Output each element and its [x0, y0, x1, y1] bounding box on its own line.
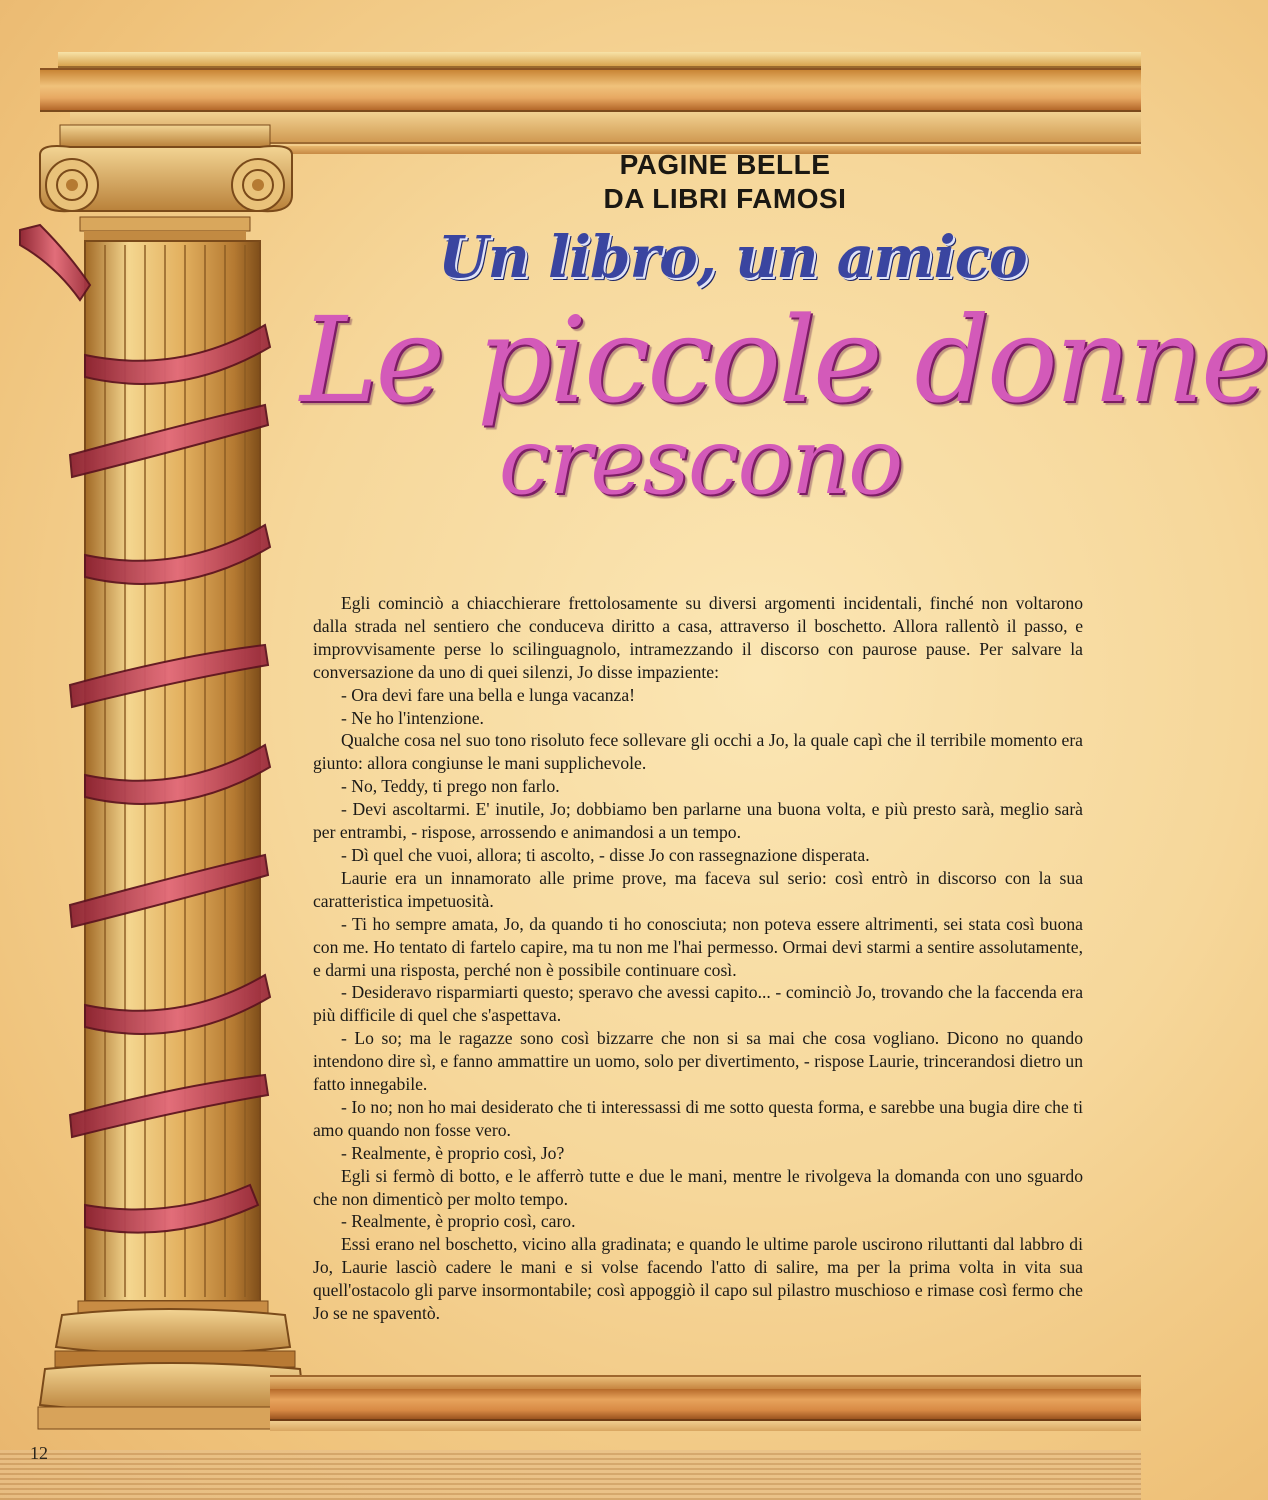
paragraph: Egli si fermò di botto, e le afferrò tutte e due le mani, mentre le rivolgeva la domanda con uno sguardo che non dimenticò per molto tempo.: [313, 1165, 1083, 1209]
title-line-1: Le piccole donne: [300, 291, 1268, 429]
paragraph: - Lo so; ma le ragazze sono così bizzarre che non si sa mai che cosa vogliano. Dicono no quando intendono dire sì, e fanno ammattire un uomo, solo per divertimento, - rispose Laurie, trincerandosi dietro un fatto innegabile.: [313, 1028, 1083, 1095]
paragraph: - Realmente, è proprio così, caro.: [341, 1211, 576, 1232]
page-edge-fringe: [0, 1450, 1141, 1500]
paragraph: - Ora devi fare una bella e lunga vacanza!: [341, 684, 636, 705]
series-line-2: DA LIBRI FAMOSI: [603, 183, 847, 214]
paragraph: - Dì quel che vuoi, allora; ti ascolto, - disse Jo con rassegnazione disperata.: [341, 844, 870, 865]
paragraph: - Ti ho sempre amata, Jo, da quando ti ho conosciuta; non poteva essere altrimenti, sei stata così buona con me. Ho tentato di fartelo capire, ma tu non me l'hai permesso. Ormai devi starmi a sentire assolutamente, e darmi una risposta, perché non è possibile continuare così.: [313, 913, 1083, 980]
paragraph: - No, Teddy, ti prego non farlo.: [341, 776, 560, 797]
subtitle: Un libro, un amico: [438, 223, 1027, 291]
page-number: 12: [30, 1443, 48, 1463]
article-title: [300, 291, 1268, 515]
paragraph: - Realmente, è proprio così, Jo?: [341, 1142, 565, 1163]
paragraph: - Io no; non ho mai desiderato che ti interessassi di me sotto questa forma, e sarebbe una bugia dire che ti amo quando non fosse vero.: [313, 1096, 1083, 1140]
ionic-column-illustration: [0, 125, 330, 1435]
paragraph: Qualche cosa nel suo tono risoluto fece sollevare gli occhi a Jo, la quale capì che il terribile momento era giunto: allora congiunse le mani supplichevole.: [313, 730, 1083, 774]
bottom-entablature: [270, 1375, 1141, 1435]
paragraph: - Desideravo risparmiarti questo; speravo che avessi capito... - cominciò Jo, trovando che la faccenda era più difficile di quel che s'aspettava.: [313, 982, 1083, 1026]
paragraph: Egli cominciò a chiacchierare frettolosamente su diversi argomenti incidentali, finché non voltarono dalla strada nel sentiero che conduceva diritto a casa, attraverso il boschetto. Allora rallentò il passo, e improvvisamente perse lo scilinguagnolo, intramezzando il discorso con paurose pause. Per salvare la conversazione da uno di quei silenzi, Jo disse impaziente:: [313, 593, 1083, 682]
paragraph: Essi erano nel boschetto, vicino alla gradinata; e quando le ultime parole uscirono riluttanti dal labbro di Jo, Laurie lasciò cadere le mani e si volse facendo l'atto di salire, ma per la prima volta in vita sua quell'ostacolo gli parve insormontabile; così appoggiò il capo sul pilastro muschioso e rimase così fermo che Jo se ne spaventò.: [313, 1234, 1083, 1324]
paragraph: - Devi ascoltarmi. E' inutile, Jo; dobbiamo ben parlarne una buona volta, e più presto sarà, meglio sarà per entrambi, - rispose, arrossendo e animandosi a un tempo.: [313, 799, 1083, 843]
article-body: [313, 592, 1083, 1325]
paragraph: Laurie era un innamorato alle prime prove, ma faceva sul serio: così entrò in discorso con la sua caratteristica impetuosità.: [313, 867, 1083, 911]
title-line-2: crescono: [498, 408, 902, 515]
paragraph: - Ne ho l'intenzione.: [341, 707, 484, 728]
series-heading: [540, 148, 910, 216]
series-line-1: PAGINE BELLE: [619, 149, 831, 180]
